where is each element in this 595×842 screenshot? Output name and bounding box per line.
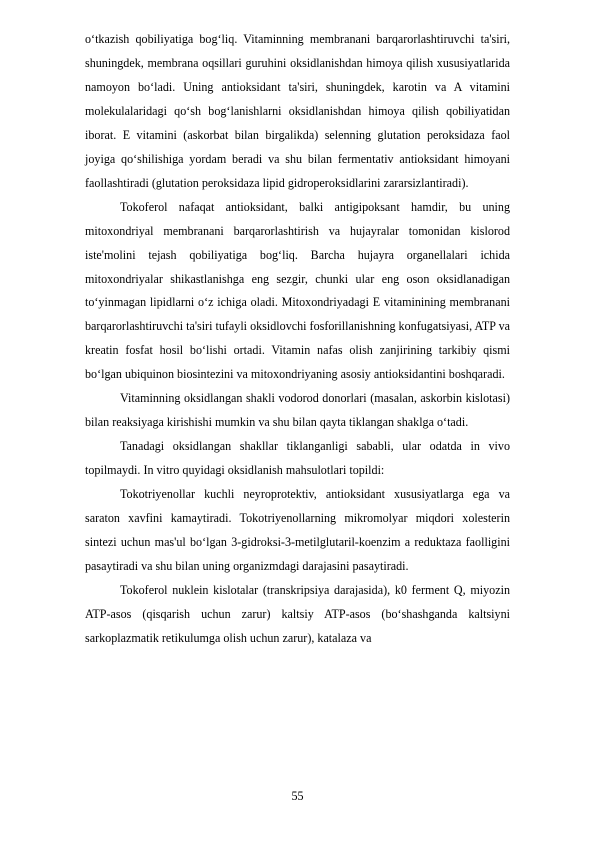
paragraph-tocopherol-antihypoxant: Tokoferol nafaqat antioksidant, balki antigipoksant hamdir, bu uning mitoxondriyal membranani barqarorlashtirish va hujayralar tomonidan kislorod iste'molini tejash qobiliyatiga bog‘liq. Barcha hujayra organellalari ichida mitoxondriyalar shikastlanishga eng sezgir, chunki ular eng oson oksidlanadigan to‘yinmagan lipidlarni o‘z ichiga oladi. Mitoxondriyadagi E vitaminining membranani barqarorlashtiruvchi ta'siri tufayli oksidlovchi fosforillanishning konfugatsiyasi, ATP va kreatin fosfat hosil bo‘lishi ortadi. Vitamin nafas olish zanjirining tarkibiy qismi bo‘lgan ubiquinon biosintezini va mitoxondriyaning asosiy antioksidantini boshqaradi. [85, 199, 510, 382]
page-number: 55 [291, 789, 304, 803]
paragraph-in-vivo: Tanadagi oksidlangan shakllar tiklanganligi sababli, ular odatda in vivo topilmaydi. In vitro quyidagi oksidlanish mahsulotlari topildi: [85, 439, 510, 478]
document-page [85, 28, 510, 651]
paragraph-continuation: o‘tkazish qobiliyatiga bog‘liq. Vitaminning membranani barqarorlashtiruvchi ta'siri, shuningdek, membrana oqsillari guruhini oksidlanishdan himoya qilish xususiyatlarida namoyon bo‘ladi. Uning antioksidant ta'siri, shuningdek, karotin va A vitamini molekulalaridagi qo‘sh bog‘lanishlarni oksidlanishdan himoya qilish qobiliyatidan iborat. E vitamini (askorbat bilan birgalikda) selenning glutation peroksidaza faol joyiga qo‘shilishiga yordam beradi va shu bilan fermentativ antioksidant himoyani faollashtiradi (glutation peroksidaza lipid gidroperoksidlarini zararsizlantiradi). [85, 32, 510, 190]
paragraph-tocotrienols: Tokotriyenollar kuchli neyroprotektiv, antioksidant xususiyatlarga ega va saraton xavfini kamaytiradi. Tokotriyenollarning mikromolyar miqdori xolesterin sintezi uchun mas'ul bo‘lgan 3-gidroksi-3-metilglutaril-koenzim a reduktaza faolligini pasaytiradi va shu bilan uning organizmdagi darajasini pasaytiradi. [85, 487, 510, 573]
paragraph-tocopherol-nucleic: Tokoferol nuklein kislotalar (transkripsiya darajasida), k0 ferment Q, miyozin ATP-asos (qisqarish uchun zarur) kaltsiy ATP-asos (bo‘shashganda kaltsiyni sarkoplazmatik retikulumga olish uchun zarur), katalaza va [85, 582, 510, 645]
paragraph-oxidized-form: Vitaminning oksidlangan shakli vodorod donorlari (masalan, askorbin kislotasi) bilan reaksiyaga kirishishi mumkin va shu bilan qayta tiklangan shaklga o‘tadi. [85, 391, 510, 430]
